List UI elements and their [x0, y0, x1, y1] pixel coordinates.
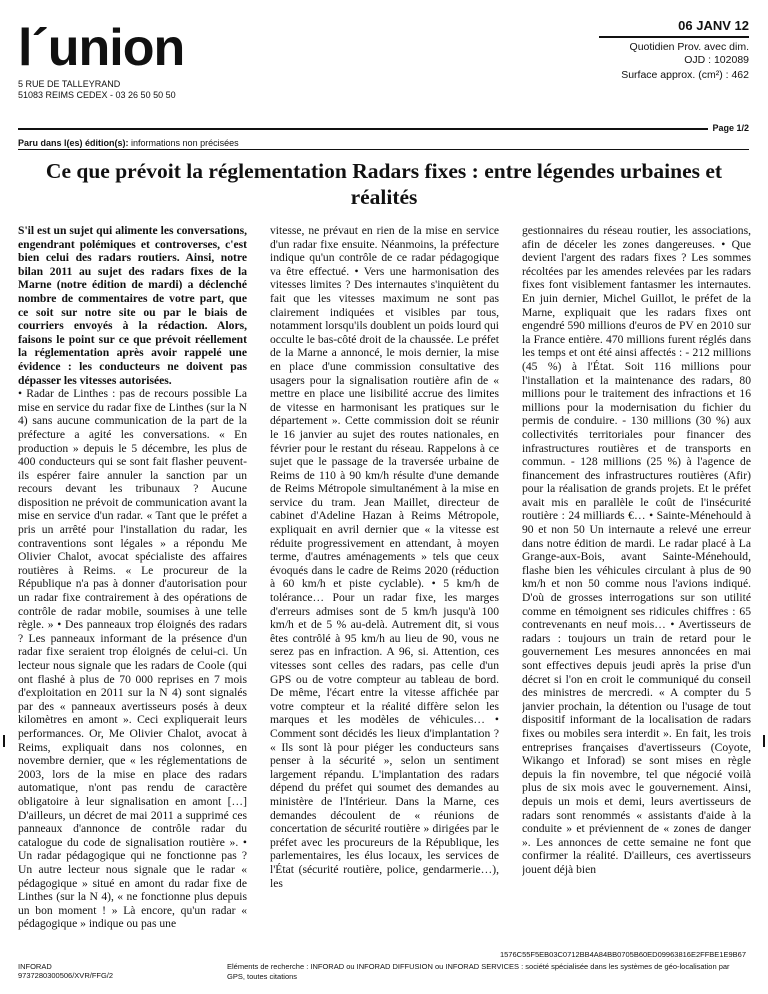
edition-value: informations non précisées [131, 138, 239, 148]
column-3-body: gestionnaires du réseau routier, les associations, afin de déceler les zones dangereuses. • Que devient l'argent des radars fixes ? Les sommes récoltées par les amendes relevées par les radars fixes font visiblement fantasmer les internautes. En juin dernier, Michel Guillot, le préfet de la Marne, expliquait que les radars fixes ont engendré 590 millions d'euros de PV en 2010 sur la France entière. 470 millions furent réglés dans les temps et ont été ainsi affectés : - 212 millions (45 %) à l'État. Soit 116 millions pour l'installation et la maintenance des radars, 80 millions pour le traitement des infractions et 16 millions pour la modernisation du fichier du permis de conduire. - 130 millions (30 %) aux collectivités territoriales pour financer des infrastructures routières et de transports en commun. - 128 millions (25 %) à l'agence de financement des infrastructures routières (Afir) pour la réalisation de grands projets. Et le préfet avait mis en parallèle le coût de l'insécurité routière : 24 milliards €… • Sainte-Ménehould à 90 et non 50 Un internaute a relevé une erreur dans notre édition de mardi. Le radar placé à La Grange-aux-Bois, avant Sainte-Ménehould, flashe bien les véhicules circulant à plus de 90 km/h et non 50 comme nous l'avions indiqué. D'où de grosses interrogations sur son utilité comme en témoignent ses ridicules chiffres : 65 contrevenants en neuf mois… • Avertisseurs de radars : toujours un train de retard pour le gouvernement Les mesures annoncées en mai sont effectives depuis jeudi après la prise d'un décret si l'on en croit le communiqué du conseil des ministres de mercredi. « A compter du 5 janvier prochain, la détention ou l'usage de tout dispositif informant de la localisation de radars fixes ou mobiles sera interdit ». En fait, les trois entreprises françaises d'avertisseurs (Coyote, Wikango et Inforad) se sont mises en règle depuis la fin novembre, tel que négocié voilà plus de six mois avec le gouvernement. Ainsi, depuis un mois et demi, leurs avertisseurs de radars sont renommés « assistants d'aide à la conduite » et préviennent de « zones de danger ». Les annonces de cette semaine ne font que confirmer la réalité. D'ailleurs, ces avertisseurs jouent déjà bien [522, 224, 751, 876]
article-column-1 [18, 224, 247, 962]
scan-mark-right [763, 735, 765, 747]
source-name: INFORAD [18, 962, 52, 971]
publisher-address [18, 79, 176, 101]
edition-divider [18, 149, 749, 150]
address-line-1: 5 RUE DE TALLEYRAND [18, 79, 121, 89]
article-title: Ce que prévoit la réglementation Radars fixes : entre légendes urbaines et réalités [45, 159, 723, 209]
publication-date: 06 JANV 12 [678, 18, 749, 33]
scan-mark-left [3, 735, 5, 747]
document-hash: 1576C55F5EB03C0712BB4A84BB0705B60ED09963816E2FFBE1E9B67 [499, 950, 746, 959]
date-underline [599, 36, 749, 38]
article-lead: S'il est un sujet qui alimente les conversations, engendrant polémiques et controverses, c'est bien celui des radars routiers. Ainsi, notre bilan 2011 au sujet des radars fixes de la Marne (notre édition de mardi) a déclenché nombre de commentaires de votre part, que ce soit sur notre site ou par le biais de courriers envoyés à la rédaction. Alors, faisons le point sur ce que prévoit réellement la réglementation après avoir rappelé une évidence : les conducteurs ne doivent pas dépasser les vitesses autorisées. [18, 224, 247, 387]
address-line-2: 51083 REIMS CEDEX - 03 26 50 50 50 [18, 90, 176, 100]
column-2-body: vitesse, ne prévaut en rien de la mise en service d'un radar fixe ensuite. Néanmoins, la préfecture indique qu'un contrôle de ce radar pédagogique va être effectué. • Vers une harmonisation des vitesses limites ? Des internautes s'inquiètent du fait que les vitesses maximum ne sont pas clairement indiquées et visibles par tous, notamment lorsqu'ils doublent un poids lourd qui occulte le bas-côté droit de la chaussée. Le préfet de la Marne a annoncé, le mois dernier, la mise en place d'une commission consultative des usagers pour la signalisation routière afin de « mettre en place une lisibilité accrue des limites de vitesse en harmonisant les pratiques sur le département ». Cette commission doit se réunir le 16 janvier au sujet des routes nationales, en février pour le restant du réseau. Rappelons à ce sujet que le passage de la traversée urbaine de Reims de 110 à 90 km/h résulte d'une demande de Reims Métropole simultanément à la mise en service du tram. Jean Maillet, directeur de cabinet d'Adeline Hazan à Reims Métropole, expliquait en avril dernier que « la vitesse est réduite progressivement en attendant, à moyen terme, d'autres aménagements » tels que ceux évoqués dans le cadre de Reims 2020 (réduction à 60 km/h et piste cyclable). • 5 km/h de tolérance… Pour un radar fixe, les marges d'erreurs admises sont de 5 km/h jusqu'à 100 km/h et de 5 % au-delà. Autrement dit, si vous êtes contrôlé à 95 km/h au lieu de 90, vous ne serez pas en infraction. A 96, si. Attention, ces vitesses sont celles des radars, pas celle d'un GPS ou de votre compteur au tableau de bord. De même, l'écart entre la vitesse affichée par votre compteur et la réalité diffère selon les marques et les modèles de véhicules… • Comment sont décidés les lieux d'implantation ? « Ils sont là pour piéger les conducteurs sans penser à la sécurité », selon un sentiment largement répandu. L'implantation des radars dépend du préfet qui soumet des demandes au ministère de l'Intérieur. Dans la Marne, ces demandes découlent de « réunions de concertation de sécurité routière » dirigées par le préfet avec les procureurs de la République, les parlementaires, les élus locaux, les services de l'État (sécurité routière, police, gendarmerie…), les [270, 224, 499, 890]
header-divider [18, 128, 749, 130]
footer-source [18, 962, 113, 980]
source-id: 9737280300506/XVR/FFG/2 [18, 971, 114, 980]
search-elements: Eléments de recherche : INFORAD ou INFORAD DIFFUSION ou INFORAD SERVICES : société spécialisée dans les systèmes de géo-localisation par GPS, toutes citations [227, 962, 730, 981]
column-1-body: • Radar de Linthes : pas de recours possible La mise en service du radar fixe de Linthes (sur la N 4) sans aucune communication de la part de la préfecture a agité les conversations. « En production » depuis le 5 décembre, les plus de 400 conducteurs qui se sont fait flasher peuvent-ils espérer faire annuler la sanction par un recours devant les tribunaux ? Aucune disposition ne prévoit de communication avant la mise en service d'un radar. « Tant que le préfet a pris un arrêté pour l'installation du radar, les contraventions sont légales » a répondu Me Olivier Chalot, avocat spécialiste des affaires routières à Reims. « Le procureur de la République n'a pas à donner d'autorisation pour un radar fixe contrairement à des opérations de contrôle de radar mobile, soumises à une telle règle. » • Des panneaux trop éloignés des radars ? Les panneaux informant de la présence d'un radar fixe seraient trop éloignés de celui-ci. Un lecteur nous signale que les radars de Coole (qui ont flashé à plus de 70 000 reprises en 7 mois d'exploitation en 2011 sur la N 4) sont signalés par des « panneaux avertisseurs posés à deux kilomètres en amont ». Ceci expliquerait leurs performances. Or, Me Olivier Chalot, avocat à Reims, expliquait dans nos colonnes, en novembre dernier, que « les réglementations de 2003, lors de la mise en place des radars automatique, n'ont pas rendu de caractère obligatoire à leur signalisation en amont […] D'ailleurs, un décret de mai 2011 a supprimé ces panneaux d'annonce de contrôle radar du catalogue du code de signalisation routière ». • Un radar pédagogique qui ne fonctionne pas ? Un autre lecteur nous signale que le radar « pédagogique » situé en amont du radar fixe de Linthes (sur la N 4), « ne fonctionne plus depuis un bon moment ! » Là encore, qu'un radar « pédagogique » indique ou pas une [18, 387, 247, 931]
edition-info [18, 138, 239, 148]
newspaper-logo: l´union [18, 19, 185, 77]
ojd-count: OJD : 102089 [684, 54, 749, 66]
article-column-2 [270, 224, 499, 962]
header-meta [599, 18, 749, 67]
edition-label: Paru dans l(es) édition(s): [18, 138, 129, 148]
surface-area: Surface approx. (cm²) : 462 [621, 69, 749, 81]
article-column-3 [522, 224, 751, 962]
page-number: Page 1/2 [708, 123, 749, 133]
periodicity: Quotidien Prov. avec dim. [629, 41, 749, 53]
